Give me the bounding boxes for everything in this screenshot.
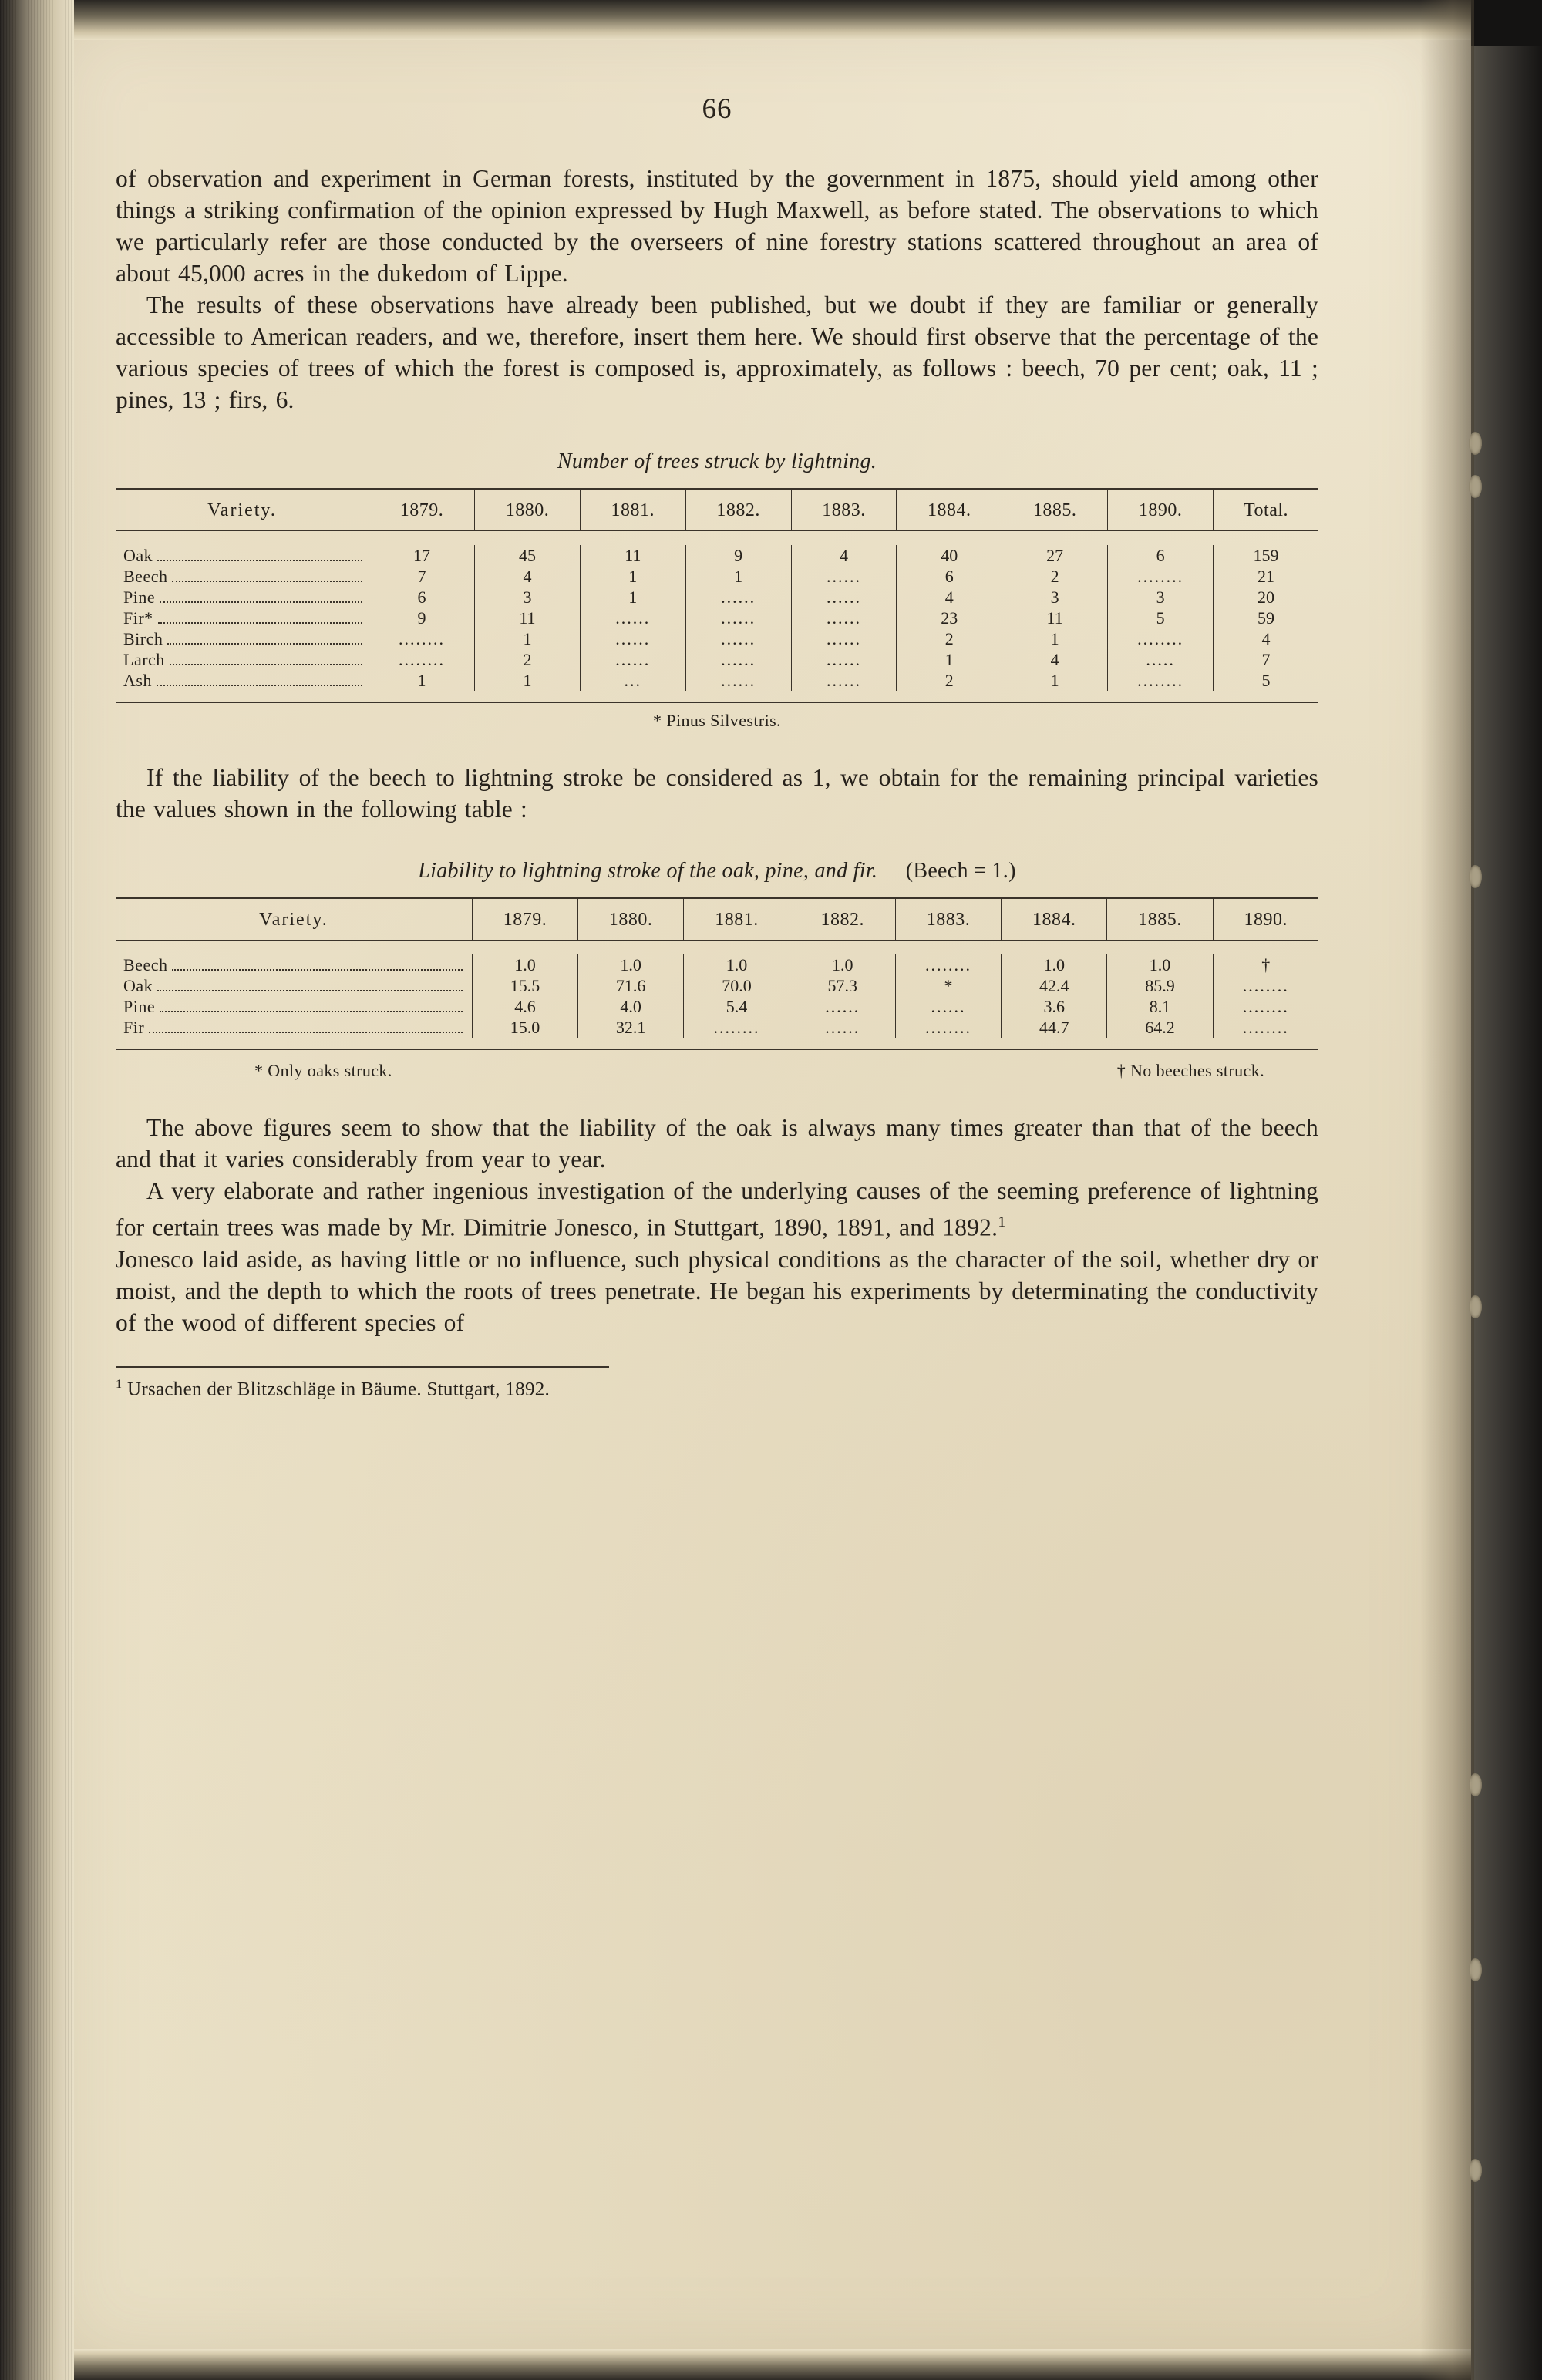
table2-header-row [116, 898, 1318, 941]
table1-row2-c4: ...... [685, 587, 791, 608]
table2-body [116, 941, 1318, 1050]
table1-row5-c1: ........ [369, 649, 475, 670]
table1-row6-c6: 2 [897, 670, 1002, 691]
table1-row5-label: Larch [123, 650, 165, 669]
table1-row0-c2: 45 [475, 545, 581, 566]
table2-footnotes [116, 1061, 1318, 1081]
table-row [116, 996, 1318, 1017]
leader-dots [172, 581, 362, 582]
table1-row0-c3: 11 [580, 545, 685, 566]
table1-row5-c4: ...... [685, 649, 791, 670]
table1-row3-c6: 23 [897, 608, 1002, 628]
table1-row6-c7: 1 [1002, 670, 1108, 691]
table2-row0-c3: 1.0 [684, 954, 790, 975]
table1-row6-c1: 1 [369, 670, 475, 691]
table1-row0-label: Oak [123, 546, 153, 565]
paragraph-5-text: A very elaborate and rather ingenious investigation of the underlying causes of the seeming preference of lightning for certain trees was made by Mr. Dimitrie Jonesco, in Stuttgart, 1890, 1891, and 1892. [116, 1177, 1318, 1241]
table1-row1-c9: 21 [1214, 566, 1318, 587]
table1-row6-c9: 5 [1214, 670, 1318, 691]
table2-row0-name [116, 954, 472, 975]
table1-row6-c5: ...... [791, 670, 897, 691]
table2-row2-c1: 4.6 [472, 996, 577, 1017]
table1-row1-c4: 1 [685, 566, 791, 587]
table1-col-1885: 1885. [1002, 489, 1108, 531]
table2-row1-c3: 70.0 [684, 975, 790, 996]
table1-row1-c7: 2 [1002, 566, 1108, 587]
binding-hole [1469, 1295, 1482, 1318]
table1-col-1879: 1879. [369, 489, 475, 531]
table2-row3-label: Fir [123, 1018, 145, 1037]
binding-hole [1469, 1958, 1482, 1981]
table2-row2-name [116, 996, 472, 1017]
table2-row3-c3: ........ [684, 1017, 790, 1038]
footnote-text [116, 1377, 1318, 1400]
table2-col-1890: 1890. [1213, 898, 1318, 941]
table2-col-1879: 1879. [472, 898, 577, 941]
table1-row6-c2: 1 [475, 670, 581, 691]
table1-row3-c3: ...... [580, 608, 685, 628]
table2-row3-c4: ...... [790, 1017, 895, 1038]
table1-row1-c5: ...... [791, 566, 897, 587]
table1-row3-name [116, 608, 369, 628]
table-row [116, 649, 1318, 670]
table2-col-1881: 1881. [684, 898, 790, 941]
table-row [116, 628, 1318, 649]
table-row [116, 670, 1318, 691]
table1-caption: Number of trees struck by lightning. [557, 449, 877, 473]
page-bottom-edge [37, 2349, 1471, 2380]
table2-row2-label: Pine [123, 997, 156, 1016]
paragraph-4: The above figures seem to show that the liability of the oak is always many times greater than that of the beech and that it varies considerably from year to year. [116, 1114, 1318, 1173]
table1-row5-c2: 2 [475, 649, 581, 670]
binding-hole [1469, 1773, 1482, 1796]
table1-row4-c2: 1 [475, 628, 581, 649]
table2-row3-c7: 64.2 [1107, 1017, 1213, 1038]
table-row [116, 691, 1318, 702]
table1-col-1884: 1884. [897, 489, 1002, 531]
table1-row0-c7: 27 [1002, 545, 1108, 566]
leader-dots [172, 969, 463, 971]
binding-hole [1469, 865, 1482, 888]
table1-spacer [116, 531, 1318, 546]
table1-row3-c4: ...... [685, 608, 791, 628]
table2-caption-italic: Liability to lightning stroke of the oak, pine, and fir. [418, 859, 878, 883]
table2-row3-c5: ........ [895, 1017, 1001, 1038]
binding-hole [1469, 475, 1482, 498]
table1-col-variety: Variety. [207, 500, 277, 520]
table1-row3-c2: 11 [475, 608, 581, 628]
table2-col-1885: 1885. [1107, 898, 1213, 941]
leader-dots [157, 560, 362, 561]
table-liability [116, 897, 1318, 1050]
table2-row0-label: Beech [123, 955, 168, 975]
footnote-reference: 1 [998, 1214, 1006, 1230]
table1-row2-c8: 3 [1108, 587, 1214, 608]
leader-dots [167, 643, 362, 645]
table2-row1-c8: ........ [1213, 975, 1318, 996]
table1-row5-c7: 4 [1002, 649, 1108, 670]
leader-dots [157, 685, 362, 686]
table2-bottom-rule [116, 1038, 1318, 1049]
table2-row2-c8: ........ [1213, 996, 1318, 1017]
table1-col-1883: 1883. [791, 489, 897, 531]
table1-row4-c1: ........ [369, 628, 475, 649]
table2-row2-c3: 5.4 [684, 996, 790, 1017]
table2-row2-c2: 4.0 [578, 996, 684, 1017]
leader-dots [157, 990, 463, 991]
table1-row2-c3: 1 [580, 587, 685, 608]
page-spine-shadow [1420, 0, 1474, 2380]
table1-row4-c3: ...... [580, 628, 685, 649]
table2-col-1880: 1880. [578, 898, 684, 941]
table1-row3-c5: ...... [791, 608, 897, 628]
table1-row0-name [116, 545, 369, 566]
table1-row2-c5: ...... [791, 587, 897, 608]
table2-row3-c8: ........ [1213, 1017, 1318, 1038]
leader-dots [149, 1032, 463, 1033]
table2-row0-c7: 1.0 [1107, 954, 1213, 975]
table2-row2-c6: 3.6 [1002, 996, 1107, 1017]
table2-row0-c2: 1.0 [578, 954, 684, 975]
table2-row1-c4: 57.3 [790, 975, 895, 996]
table1-row2-name [116, 587, 369, 608]
table2-col-variety: Variety. [259, 910, 328, 930]
table2-row3-c1: 15.0 [472, 1017, 577, 1038]
paragraph-5 [116, 1175, 1318, 1244]
table1-row3-c1: 9 [369, 608, 475, 628]
table2-col-1884: 1884. [1002, 898, 1107, 941]
table1-col-1880: 1880. [475, 489, 581, 531]
table-row [116, 531, 1318, 546]
page-top-edge [37, 0, 1471, 40]
table1-row0-c8: 6 [1108, 545, 1214, 566]
table1-row4-c5: ...... [791, 628, 897, 649]
table1-col-1882: 1882. [685, 489, 791, 531]
table1-row0-c1: 17 [369, 545, 475, 566]
table1-row3-c8: 5 [1108, 608, 1214, 628]
table-row [116, 608, 1318, 628]
table2-wrapper [116, 897, 1318, 1050]
table1-row4-name [116, 628, 369, 649]
table1-body [116, 531, 1318, 703]
table2-row1-c1: 15.5 [472, 975, 577, 996]
paragraph-6: Jonesco laid aside, as having little or no influence, such physical conditions as the character of the soil, whether dry or moist, and the depth to which the roots of trees penetrate. He began his experiments by determinating the conductivity of the wood of different species of [116, 1245, 1318, 1336]
table2-row0-c1: 1.0 [472, 954, 577, 975]
table1-row2-c6: 4 [897, 587, 1002, 608]
table1-row6-label: Ash [123, 671, 152, 690]
table1-row5-c9: 7 [1214, 649, 1318, 670]
table1-head [116, 489, 1318, 531]
table-row [116, 1017, 1318, 1038]
table1-row5-name [116, 649, 369, 670]
table2-col-1882: 1882. [790, 898, 895, 941]
table1-row1-c1: 7 [369, 566, 475, 587]
table1-row1-name [116, 566, 369, 587]
table2-row1-c6: 42.4 [1002, 975, 1107, 996]
table1-row6-c3: ... [580, 670, 685, 691]
table-row [116, 566, 1318, 587]
table2-row0-c8: † [1213, 954, 1318, 975]
table2-row0-c6: 1.0 [1002, 954, 1107, 975]
table1-row3-c7: 11 [1002, 608, 1108, 628]
table1-row4-label: Birch [123, 629, 163, 648]
page-content [116, 93, 1318, 1400]
table2-row0-c5: ........ [895, 954, 1001, 975]
table1-row4-c9: 4 [1214, 628, 1318, 649]
table2-spacer [116, 941, 1318, 955]
table1-header-row [116, 489, 1318, 531]
table1-row5-c6: 1 [897, 649, 1002, 670]
table2-row1-label: Oak [123, 976, 153, 995]
table-trees-struck [116, 488, 1318, 703]
table2-note-right: † No beeches struck. [1116, 1061, 1264, 1080]
table1-bottom-rule [116, 691, 1318, 702]
table1-row6-name [116, 670, 369, 691]
leader-dots [160, 601, 362, 603]
table-row [116, 975, 1318, 996]
table1-row0-c4: 9 [685, 545, 791, 566]
table1-col-1890: 1890. [1108, 489, 1214, 531]
table1-row1-c3: 1 [580, 566, 685, 587]
table2-note-left: * Only oaks struck. [254, 1061, 392, 1080]
table2-row1-name [116, 975, 472, 996]
table2-row3-c6: 44.7 [1002, 1017, 1107, 1038]
table2-head [116, 898, 1318, 941]
table-row [116, 587, 1318, 608]
table-row [116, 941, 1318, 955]
table1-col-1881: 1881. [580, 489, 685, 531]
table-row [116, 545, 1318, 566]
leader-dots [160, 1011, 463, 1012]
table1-row3-label: Fir* [123, 608, 153, 628]
table1-row6-c4: ...... [685, 670, 791, 691]
table-row [116, 1038, 1318, 1049]
leader-dots [158, 622, 362, 624]
table1-col-total: Total. [1214, 489, 1318, 531]
paragraph-3: If the liability of the beech to lightning stroke be considered as 1, we obtain for the remaining principal varieties the values shown in the following table : [116, 764, 1318, 823]
table1-row1-c6: 6 [897, 566, 1002, 587]
table2-row2-c7: 8.1 [1107, 996, 1213, 1017]
leader-dots [170, 664, 362, 665]
table1-row0-c9: 159 [1214, 545, 1318, 566]
table1-row2-c1: 6 [369, 587, 475, 608]
footnote-rule [116, 1366, 609, 1368]
table2-row3-c2: 32.1 [578, 1017, 684, 1038]
table1-row0-c5: 4 [791, 545, 897, 566]
table1-row2-c2: 3 [475, 587, 581, 608]
page-number: 66 [702, 93, 732, 125]
paragraph-2: The results of these observations have already been published, but we doubt if they are familiar or generally accessible to American readers, and we, therefore, insert them here. We should first observe that the percentage of the various species of trees of which the forest is composed is, approximately, as follows : beech, 70 per cent; oak, 11 ; pines, 13 ; firs, 6. [116, 291, 1318, 413]
table2-row1-c5: * [895, 975, 1001, 996]
table2-row0-c4: 1.0 [790, 954, 895, 975]
table2-row1-c7: 85.9 [1107, 975, 1213, 996]
table1-row4-c8: ........ [1108, 628, 1214, 649]
table1-row1-c2: 4 [475, 566, 581, 587]
table1-row4-c6: 2 [897, 628, 1002, 649]
table1-row1-c8: ........ [1108, 566, 1214, 587]
table2-row2-c4: ...... [790, 996, 895, 1017]
table2-caption-paren: (Beech = 1.) [905, 859, 1016, 883]
table1-row1-label: Beech [123, 567, 168, 586]
table1-row5-c8: ..... [1108, 649, 1214, 670]
table2-row2-c5: ...... [895, 996, 1001, 1017]
table-row [116, 954, 1318, 975]
table1-row5-c3: ...... [580, 649, 685, 670]
table1-row3-c9: 59 [1214, 608, 1318, 628]
table1-row2-c7: 3 [1002, 587, 1108, 608]
binding-hole [1469, 432, 1482, 455]
table1-row2-c9: 20 [1214, 587, 1318, 608]
binding-hole [1469, 2159, 1482, 2182]
paragraph-1: of observation and experiment in German forests, instituted by the government in 1875, should yield among other things a striking confirmation of the opinion expressed by Hugh Maxwell, as before stated. The observations to which we particularly refer are those conducted by the overseers of nine forestry stations scattered throughout an area of about 45,000 acres in the dukedom of Lippe. [116, 165, 1318, 287]
table1-row5-c5: ...... [791, 649, 897, 670]
table2-col-1883: 1883. [895, 898, 1001, 941]
table1-footnote: * Pinus Silvestris. [653, 711, 781, 730]
footnote-marker: 1 [116, 1376, 123, 1391]
table1-row2-label: Pine [123, 587, 156, 607]
table1-row4-c7: 1 [1002, 628, 1108, 649]
table1-row0-c6: 40 [897, 545, 1002, 566]
table1-wrapper [116, 488, 1318, 703]
table1-row4-c4: ...... [685, 628, 791, 649]
footnote-body: Ursachen der Blitzschläge in Bäume. Stuttgart, 1892. [127, 1378, 550, 1399]
table2-row1-c2: 71.6 [578, 975, 684, 996]
page-left-edge-texture [0, 0, 74, 2380]
table2-row3-name [116, 1017, 472, 1038]
table2-caption [116, 859, 1318, 884]
table1-row6-c8: ........ [1108, 670, 1214, 691]
